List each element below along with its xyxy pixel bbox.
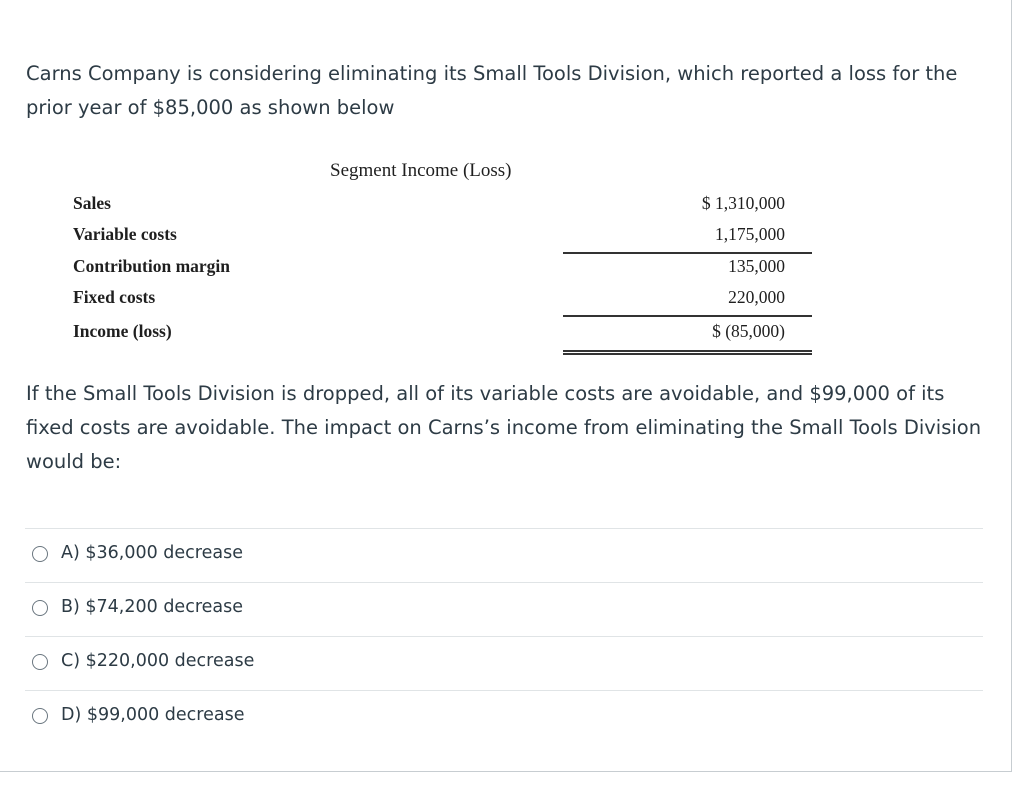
row-value-sales: $ 1,310,000 [701, 193, 785, 213]
answer-label: A) $36,000 decrease [61, 543, 243, 563]
subtotal-rule [563, 252, 812, 254]
answer-option-a[interactable] [25, 528, 983, 582]
row-label-contribution-margin: Contribution margin [73, 256, 231, 276]
radio-button[interactable] [32, 654, 48, 670]
row-label-sales: Sales [73, 193, 111, 213]
question-prompt: If the Small Tools Division is dropped, all of its variable costs are avoidable, and $99,000 of its fixed costs are avoidable. The impact on Carns’s income from eliminating the Small Tools Division would be: [26, 382, 982, 473]
row-value-contribution-margin: 135,000 [728, 256, 785, 276]
radio-button[interactable] [32, 708, 48, 724]
row-label-fixed-costs: Fixed costs [73, 287, 156, 307]
answer-list [25, 528, 983, 744]
radio-button[interactable] [32, 546, 48, 562]
row-label-variable-costs: Variable costs [73, 224, 177, 244]
row-label-income-loss: Income (loss) [73, 321, 172, 341]
double-underline [563, 350, 812, 355]
row-value-fixed-costs: 220,000 [728, 287, 785, 307]
question-intro: Carns Company is considering eliminating its Small Tools Division, which reported a loss for the prior year of $85,000 as shown below [26, 62, 958, 119]
answer-option-c[interactable] [25, 636, 983, 690]
row-value-income-loss: $ (85,000) [712, 321, 785, 341]
total-rule [563, 315, 812, 317]
answer-option-b[interactable] [25, 582, 983, 636]
table-title: Segment Income (Loss) [330, 160, 512, 181]
row-value-variable-costs: 1,175,000 [715, 224, 785, 244]
answer-label: B) $74,200 decrease [61, 597, 244, 617]
radio-button[interactable] [32, 600, 48, 616]
answer-option-d[interactable] [25, 690, 983, 744]
answer-label: C) $220,000 decrease [61, 651, 255, 671]
answer-label: D) $99,000 decrease [61, 705, 245, 725]
